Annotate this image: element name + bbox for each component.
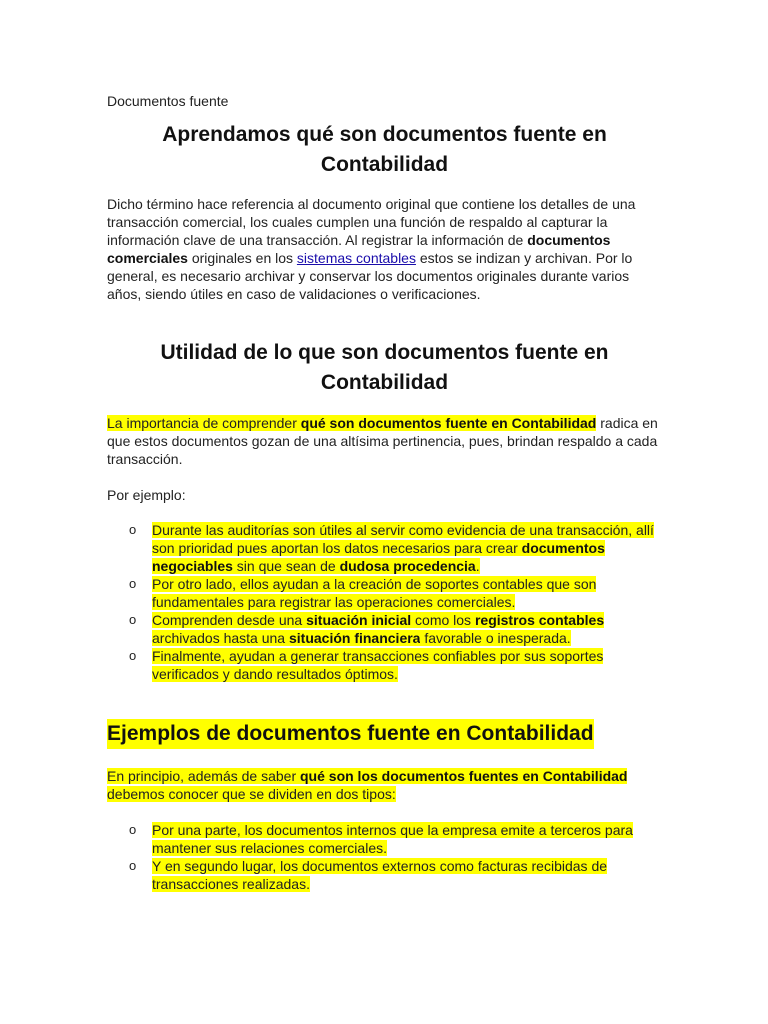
bold-highlighted-text: situación inicial [306, 612, 412, 628]
bullet-marker: o [129, 612, 137, 627]
paragraph-text: originales en los [187, 250, 297, 266]
highlighted-text: debemos conocer que se dividen en dos tipos: [107, 786, 396, 802]
highlighted-text: En principio, además de saber [107, 768, 300, 784]
bullet-marker: o [129, 522, 137, 537]
bold-highlighted-text: qué son los documentos fuentes en Contabilidad [300, 768, 628, 784]
heading-utilidad: Utilidad de lo que son documentos fuente en Contabilidad [160, 341, 609, 394]
bullet-marker: o [129, 822, 137, 837]
link-sistemas-contables[interactable]: sistemas contables [296, 250, 416, 266]
document-label: Documentos fuente [107, 93, 229, 109]
highlighted-text: Por una parte, los documentos internos que la empresa emite a terceros para mantener sus relaciones comerciales. [152, 822, 633, 856]
highlighted-text: sin que sean de [232, 558, 340, 574]
highlighted-text: Finalmente, ayudan a generar transacciones confiables por sus soportes verificados y dando resultados óptimos. [152, 648, 604, 682]
highlighted-text: Durante las auditorías son útiles al servir como evidencia de una transacción, allí son prioridad pues aportan los datos necesarios para crear [152, 522, 654, 556]
list-item [107, 821, 662, 857]
bullet-marker: o [129, 648, 137, 663]
highlighted-text: La importancia de comprender [107, 415, 301, 431]
paragraph-por-ejemplo: Por ejemplo: [107, 487, 186, 503]
paragraph-definicion [107, 195, 662, 303]
bold-highlighted-text: dudosa procedencia [339, 558, 476, 574]
bold-documentos-comerciales: documentos comerciales [107, 232, 611, 266]
bullet-marker: o [129, 858, 137, 873]
list-item [107, 647, 662, 683]
list-item [107, 611, 662, 647]
bullet-list-utilidad [107, 521, 662, 683]
bold-highlighted-text: situación financiera [288, 630, 421, 646]
bold-highlighted-text: documentos negociables [152, 540, 605, 574]
bold-highlighted-text: qué son documentos fuente en Contabilidad [300, 415, 597, 431]
highlighted-text: Comprenden desde una [152, 612, 307, 628]
bold-highlighted-text: registros contables [474, 612, 605, 628]
highlighted-text: como los [411, 612, 475, 628]
paragraph-text: estos se indizan y archivan. Por lo general, es necesario archivar y conservar los documentos originales durante varios años, siendo útiles en caso de validaciones o verificaciones. [107, 250, 633, 302]
paragraph-en-principio [107, 767, 662, 803]
bullet-marker: o [129, 576, 137, 591]
list-item [107, 857, 662, 893]
paragraph-text: radica en que estos documentos gozan de una altísima pertinencia, pues, brindan respaldo a cada transacción. [107, 415, 658, 467]
bullet-list-tipos [107, 821, 662, 893]
list-item [107, 575, 662, 611]
heading-ejemplos: Ejemplos de documentos fuente en Contabilidad [107, 719, 594, 749]
paragraph-importancia [107, 414, 662, 468]
highlighted-text: . [475, 558, 480, 574]
highlighted-text: Y en segundo lugar, los documentos externos como facturas recibidas de transacciones realizadas. [152, 858, 608, 892]
highlighted-text: archivados hasta una [152, 630, 289, 646]
highlighted-text: favorable o inesperada. [420, 630, 571, 646]
heading-aprendamos: Aprendamos qué son documentos fuente en Contabilidad [162, 123, 607, 176]
highlighted-text: Por otro lado, ellos ayudan a la creación de soportes contables que son fundamentales para registrar las operaciones comerciales. [152, 576, 597, 610]
list-item [107, 521, 662, 575]
paragraph-text: Dicho término hace referencia al documento original que contiene los detalles de una transacción comercial, los cuales cumplen una función de respaldo al capturar la información clave de una transacción. Al registrar la información de [107, 196, 636, 248]
